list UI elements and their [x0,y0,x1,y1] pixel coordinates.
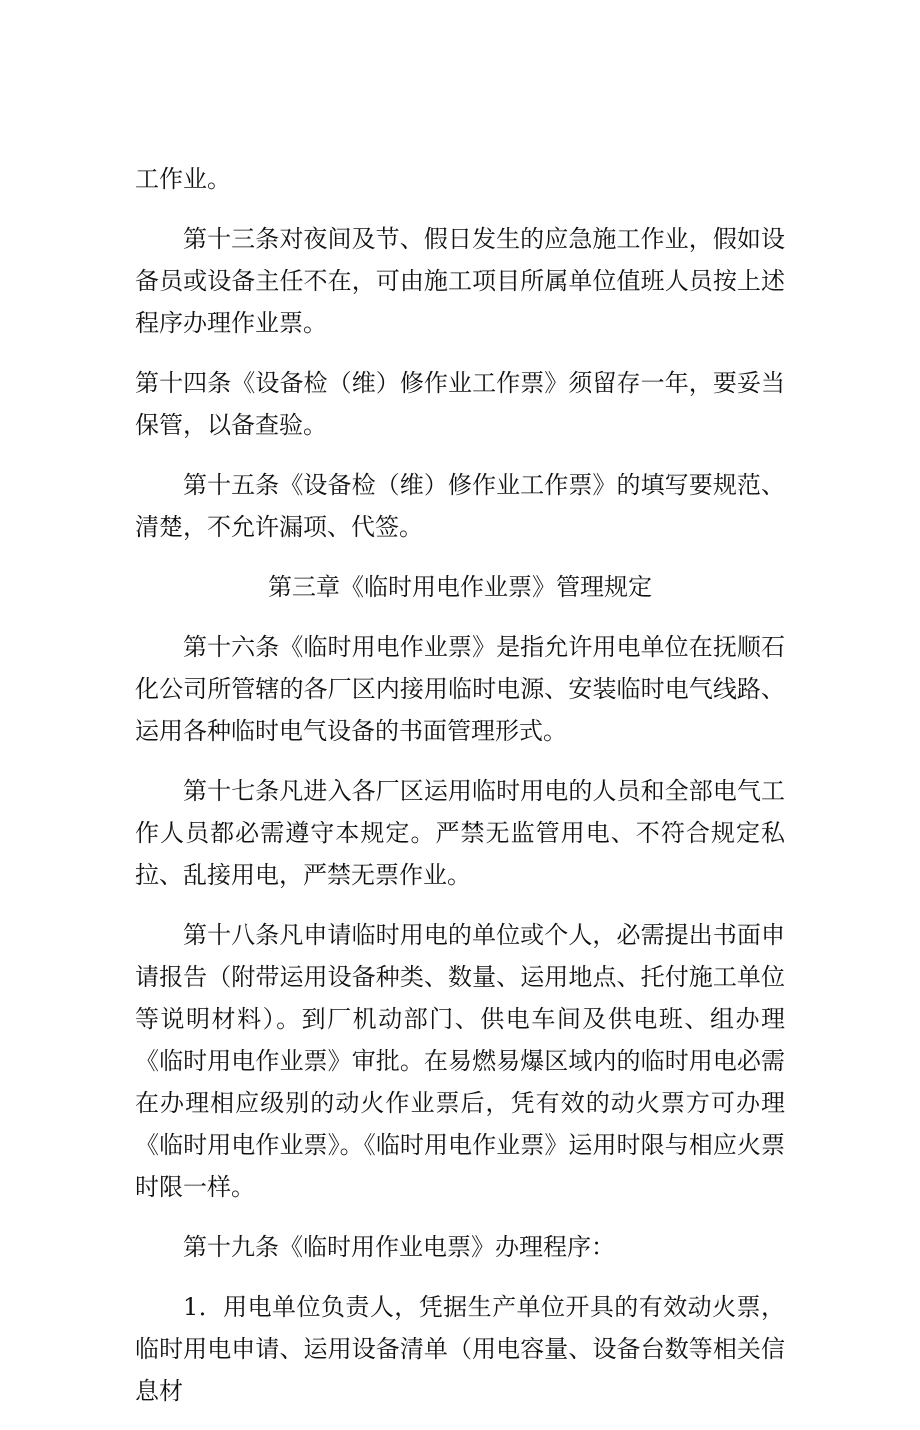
document-body [135,158,785,1430]
paragraph-article-16: 第十六条《临时用电作业票》是指允许用电单位在抚顺石化公司所管辖的各厂区内接用临时电源、安装临时电气线路、运用各种临时电气设备的书面管理形式。 [135,633,785,745]
paragraph-article-13: 第十三条对夜间及节、假日发生的应急施工作业，假如设备员或设备主任不在，可由施工项目所属单位值班人员按上述程序办理作业票。 [135,225,785,337]
chapter-heading: 第三章《临时用电作业票》管理规定 [268,573,652,601]
paragraph-article-17: 第十七条凡进入各厂区运用临时用电的人员和全部电气工作人员都必需遵守本规定。严禁无监管用电、不符合规定私拉、乱接用电，严禁无票作业。 [135,777,785,889]
paragraph-continuation: 工作业。 [135,165,231,193]
paragraph-article-15: 第十五条《设备检（维）修作业工作票》的填写要规范、清楚，不允许漏项、代签。 [135,471,785,541]
paragraph-article-18: 第十八条凡申请临时用电的单位或个人，必需提出书面申请报告（附带运用设备种类、数量、运用地点、托付施工单位等说明材料）。到厂机动部门、供电车间及供电班、组办理《临时用电作业票》审批。在易燃易爆区域内的临时用电必需在办理相应级别的动火作业票后，凭有效的动火票方可办理《临时用电作业票》。《临时用电作业票》运用时限与相应火票时限一样。 [135,921,785,1201]
paragraph-item-1: 1．用电单位负责人，凭据生产单位开具的有效动火票，临时用电申请、运用设备清单（用电容量、设备台数等相关信息材 [135,1293,785,1405]
paragraph-article-14: 第十四条《设备检（维）修作业工作票》须留存一年，要妥当保管，以备查验。 [135,369,785,439]
paragraph-article-19: 第十九条《临时用作业电票》办理程序： [183,1233,615,1261]
